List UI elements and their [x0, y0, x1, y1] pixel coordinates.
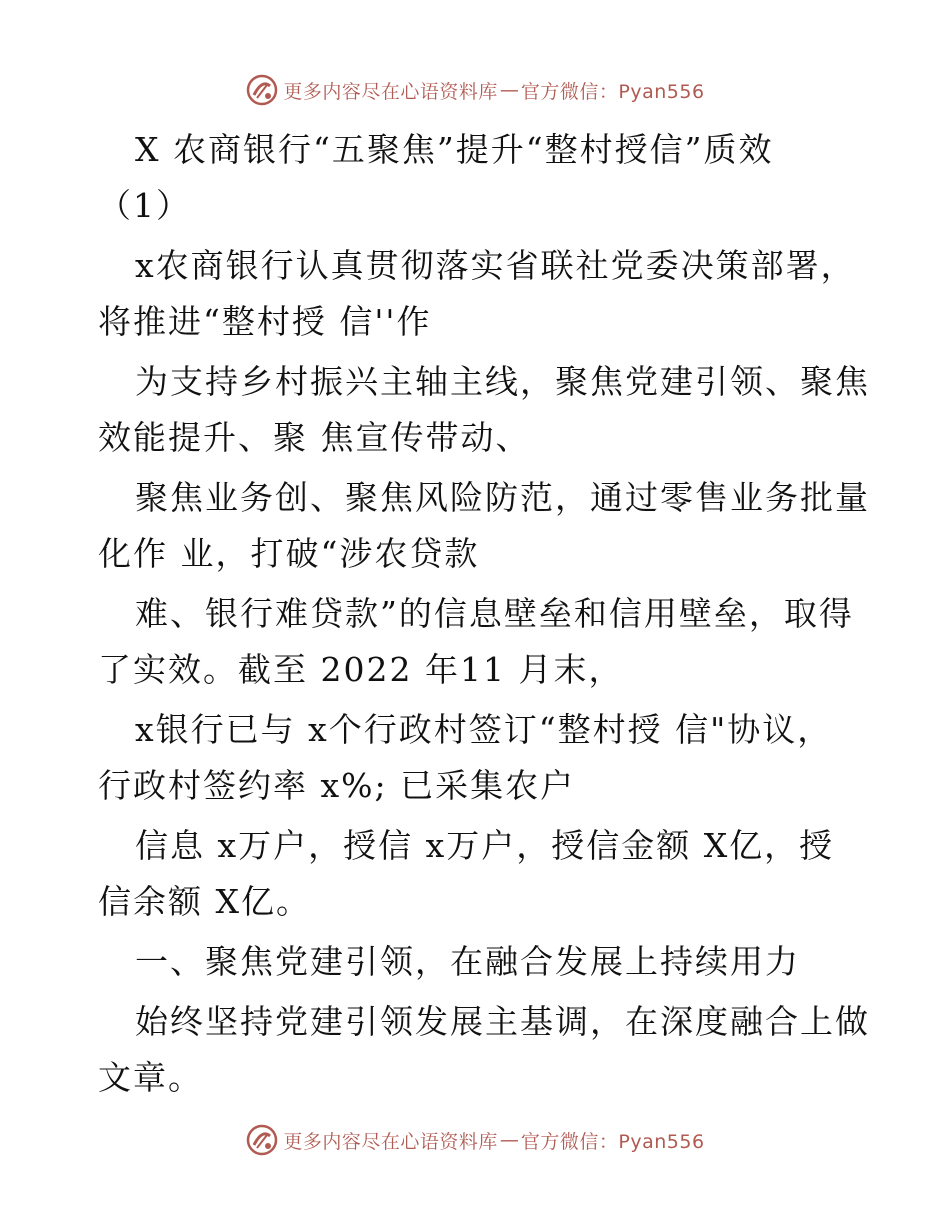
paragraph-line: 行政村签约率 x%; 已采集农户 — [98, 766, 576, 805]
header-watermark — [0, 70, 950, 110]
watermark-text: 更多内容尽在心语资料库 — [283, 1130, 498, 1153]
paragraph-line: 将推进“整村授 信''作 — [98, 302, 432, 341]
footer-watermark — [0, 1120, 950, 1160]
paragraph-line: 了实效。截至 2022 年11 月末， — [98, 650, 624, 689]
document-title: X 农商银行“五聚焦”提升“整村授信”质效 — [135, 130, 774, 169]
paragraph-line: 化作 业，打破“涉农贷款 — [98, 534, 480, 573]
watermark-suffix: 官方微信：Pyan556 — [520, 1130, 705, 1153]
watermark-separator: — — [499, 79, 519, 101]
watermark-suffix: 官方微信：Pyan556 — [520, 80, 705, 103]
paragraph-line: 效能提升、聚 焦宣传带动、 — [98, 418, 531, 457]
paragraph-line: x农商银行认真贯彻落实省联社党委决策部署， — [135, 246, 856, 285]
document-title-number: （1） — [98, 186, 191, 225]
paragraph-line: 信息 x万户，授信 x万户，授信金额 X亿，授 — [135, 826, 835, 865]
paragraph-line: 聚焦业务创、聚焦风险防范，通过零售业务批量 — [135, 478, 870, 517]
paragraph-line: 始终坚持党建引领发展主基调，在深度融合上做 — [135, 1002, 870, 1041]
section-heading: 一、聚焦党建引领，在融合发展上持续用力 — [135, 942, 800, 981]
paragraph-line: 信余额 X亿。 — [98, 882, 311, 921]
watermark-separator: — — [499, 1129, 519, 1151]
paragraph-line: 为支持乡村振兴主轴主线，聚焦党建引领、聚焦 — [135, 362, 870, 401]
paragraph-line: 难、银行难贷款”的信息壁垒和信用壁垒，取得 — [135, 594, 854, 633]
watermark-text: 更多内容尽在心语资料库 — [283, 80, 498, 103]
paragraph-line: x银行已与 x个行政村签订“整村授 信"协议， — [135, 710, 833, 749]
paragraph-line: 文章。 — [98, 1058, 203, 1097]
logo-seal-icon — [245, 73, 279, 107]
logo-seal-icon — [245, 1123, 279, 1157]
